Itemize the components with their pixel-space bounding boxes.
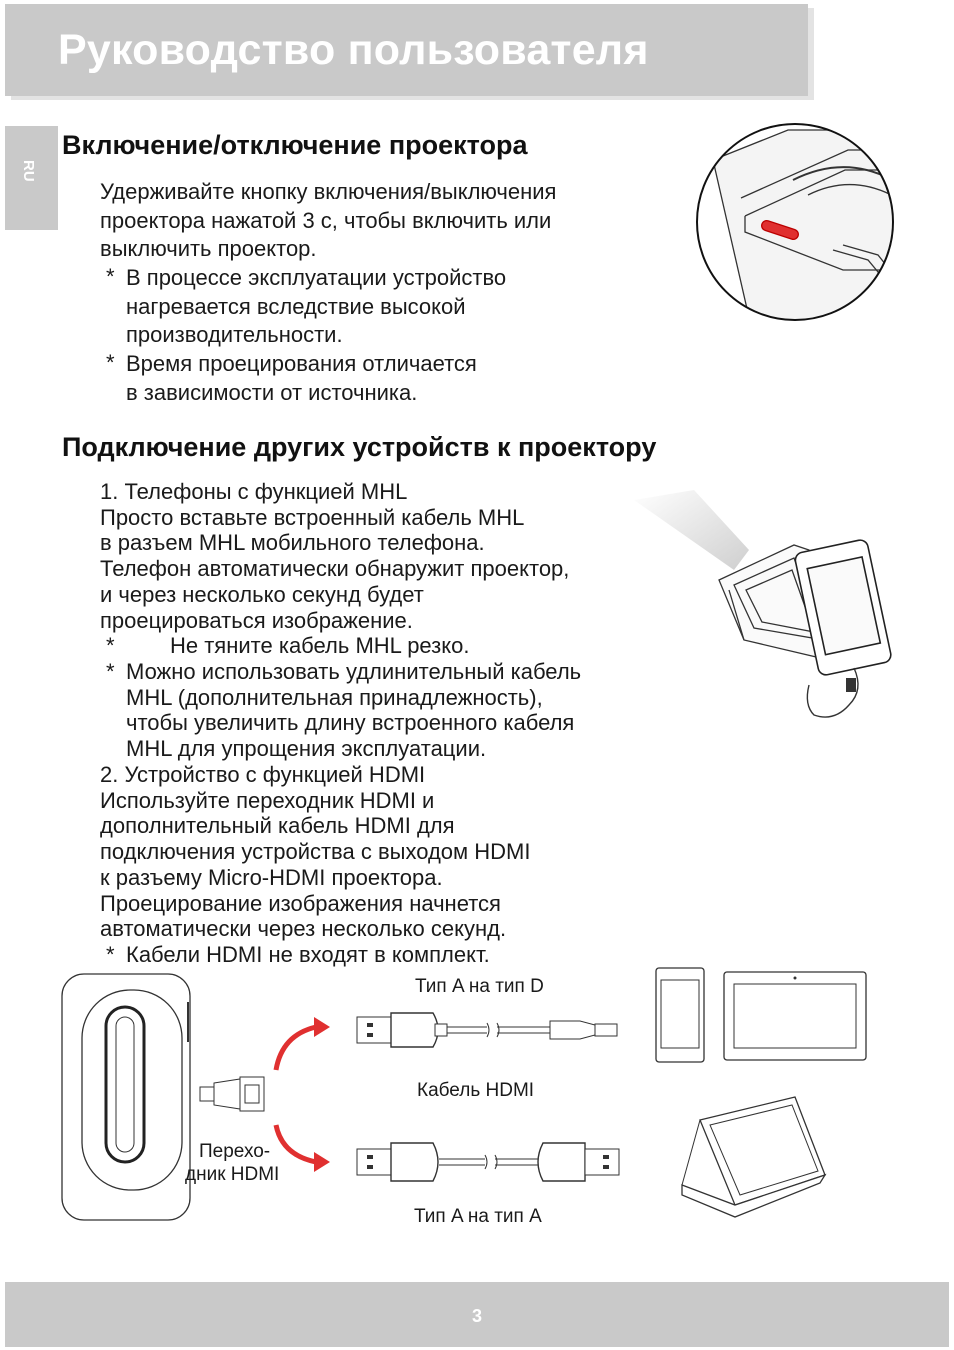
text-line: и через несколько секунд будет <box>100 581 424 607</box>
label-cable-type-a-d: Тип A на тип D <box>415 976 544 997</box>
text-line: Не тяните кабель MHL резко. <box>170 633 470 658</box>
text-line: дополнительный кабель HDMI для <box>100 813 455 839</box>
text-line: MHL (дополнительная принадлежность), <box>126 684 543 710</box>
label-hdmi-adapter <box>199 1141 270 1163</box>
text-line: Просто вставьте встроенный кабель MHL <box>100 504 525 530</box>
power-note-heat <box>126 264 506 350</box>
text-line: Перехо- <box>199 1141 271 1162</box>
projector-side-illustration <box>60 972 200 1222</box>
note-marker: * <box>106 350 115 375</box>
text-line: Телефон автоматически обнаружит проектор, <box>100 556 570 582</box>
hdmi-note-cables <box>126 942 490 968</box>
label-hdmi-adapter-2 <box>185 1164 279 1186</box>
text-line: Используйте переходник HDMI и <box>100 787 435 813</box>
laptop-illustration <box>680 1095 830 1220</box>
hdmi-instructions <box>100 762 530 942</box>
label-hdmi-cable: Кабель HDMI <box>417 1080 535 1101</box>
text-line: проецироваться изображение. <box>100 607 413 633</box>
text-line: Время проецирования отличается <box>126 351 477 376</box>
hdmi-adapter-icon <box>198 1075 268 1115</box>
hdmi-cable-type-a-a <box>355 1137 630 1187</box>
note-marker: * <box>106 633 115 658</box>
text-line: производительности. <box>126 322 343 348</box>
text-line: Проецирование изображения начнется <box>100 890 501 916</box>
text-line: в зависимости от источника. <box>126 379 418 405</box>
text-line: выключить проектор. <box>100 236 317 262</box>
text-line: автоматически через несколько секунд. <box>100 916 507 942</box>
mhl-phone-illustration <box>634 490 896 730</box>
text-line: Удерживайте кнопку включения/выключения <box>100 179 557 204</box>
mhl-note-extension <box>126 659 581 762</box>
subsection-title-mhl: 1. Телефоны с функцией MHL <box>100 479 408 504</box>
text-line: Кабели HDMI не входят в комплект. <box>126 942 490 967</box>
note-marker: * <box>106 942 115 967</box>
subsection-title-hdmi: 2. Устройство с функцией HDMI <box>100 762 426 787</box>
power-instructions <box>100 178 556 264</box>
text-line: проектора нажатой 3 с, чтобы включить или <box>100 207 552 233</box>
power-button-illustration <box>693 120 898 325</box>
section-heading-connect: Подключение других устройств к проектору <box>62 432 657 462</box>
section-heading-power: Включение/отключение проектора <box>62 130 528 160</box>
page-number: 3 <box>471 1306 482 1326</box>
phone-tablet-illustration <box>654 966 869 1064</box>
mhl-note-pull <box>170 633 470 659</box>
adapter-arrows <box>268 1015 338 1175</box>
text-line: дник HDMI <box>185 1164 280 1185</box>
hdmi-cable-type-a-d <box>355 1005 625 1055</box>
note-marker: * <box>106 659 115 684</box>
power-note-time <box>126 350 477 407</box>
mhl-instructions <box>100 479 569 633</box>
text-line: Можно использовать удлинительный кабель <box>126 659 582 684</box>
text-line: к разъему Micro-HDMI проектора. <box>100 864 443 890</box>
page-title: Руководство пользователя <box>58 26 649 74</box>
text-line: MHL для упрощения эксплуатации. <box>126 736 487 762</box>
text-line: нагревается вследствие высокой <box>126 293 466 319</box>
text-line: чтобы увеличить длину встроенного кабеля <box>126 710 575 736</box>
text-line: В процессе эксплуатации устройство <box>126 265 507 290</box>
note-marker: * <box>106 264 115 289</box>
language-label: RU <box>20 160 37 182</box>
text-line: в разъем MHL мобильного телефона. <box>100 530 485 556</box>
text-line: подключения устройства с выходом HDMI <box>100 839 531 865</box>
label-cable-type-a-a: Тип A на тип A <box>414 1206 542 1227</box>
